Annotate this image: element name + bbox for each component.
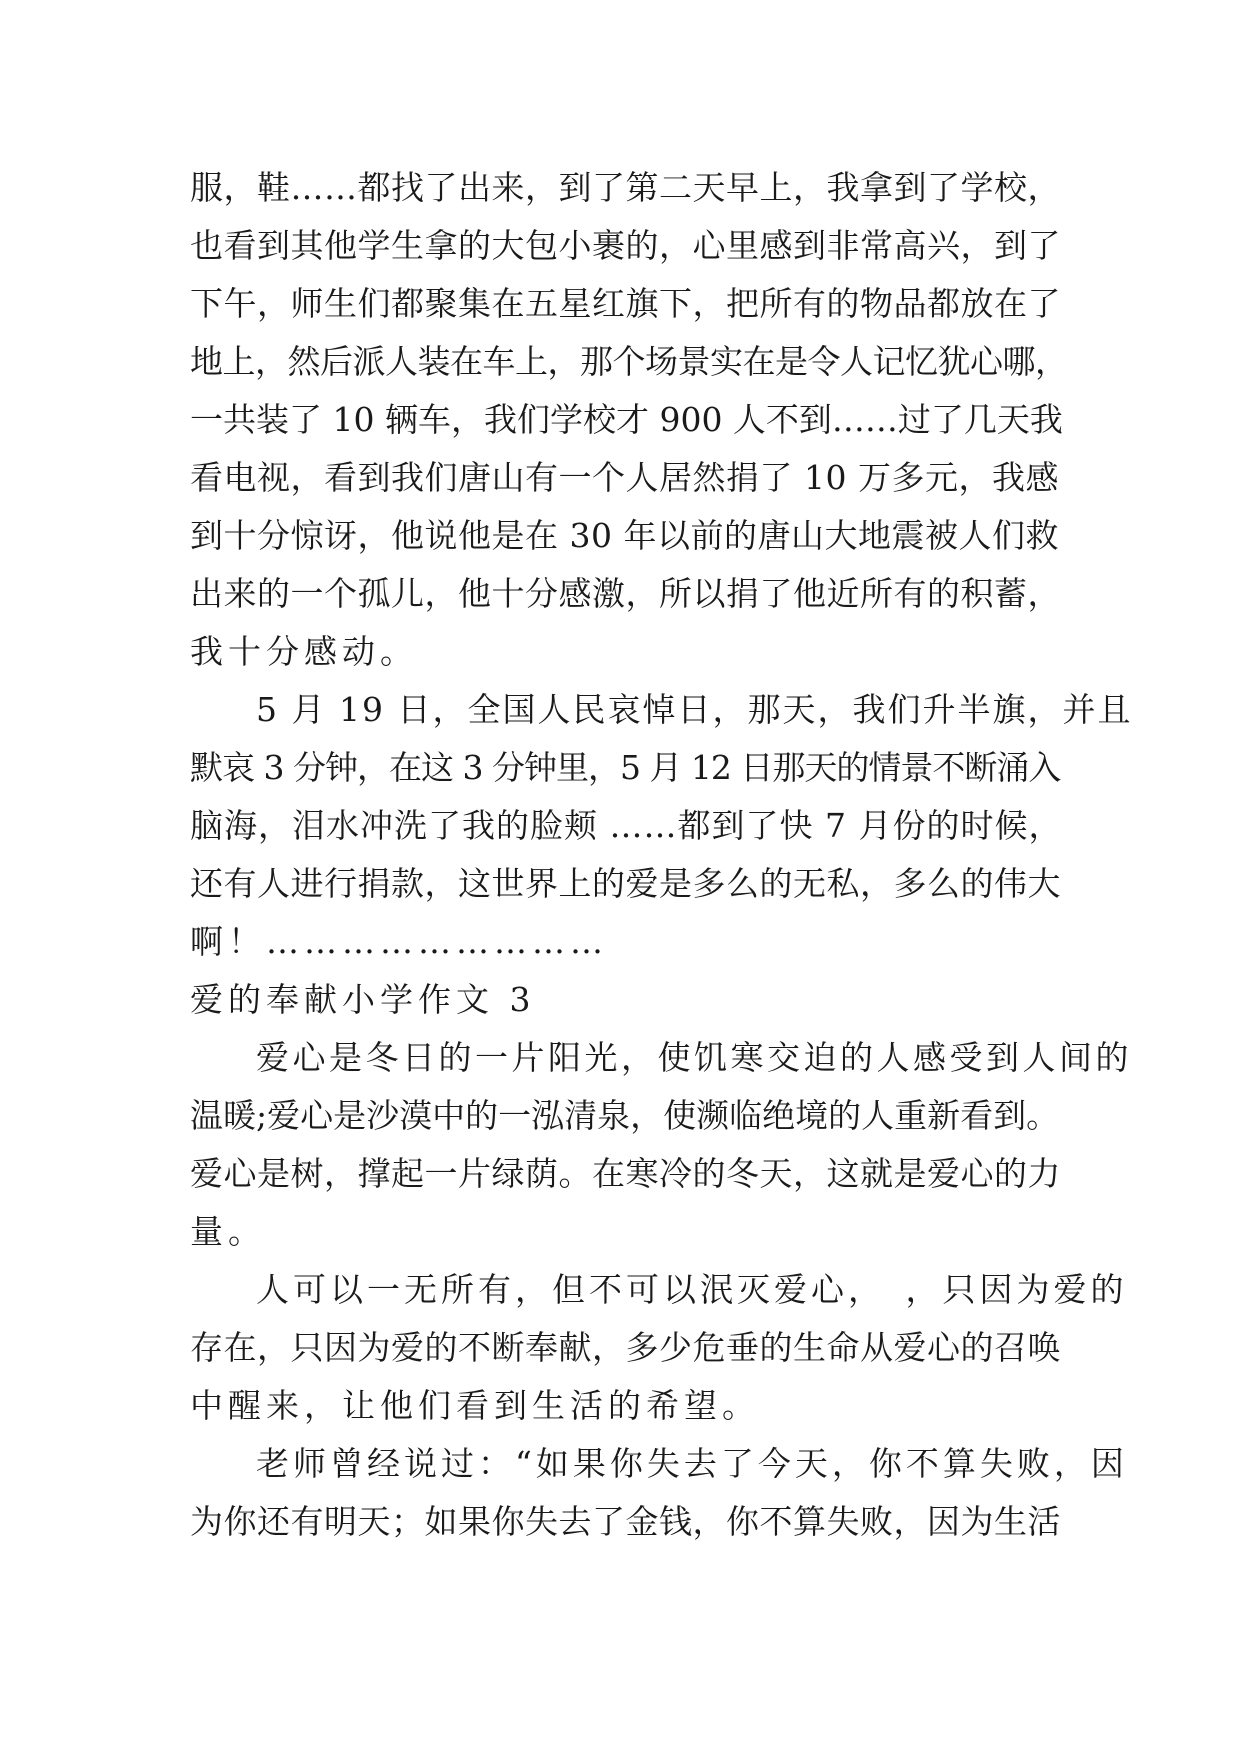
paragraph-first-line: 5 月 19 日，全国人民哀悼日，那天，我们升半旗，并且 (256, 690, 1133, 729)
text-line: 默哀 3 分钟，在这 3 分钟里，5 月 12 日那天的情景不断涌入 (190, 748, 1061, 787)
text-line: 地上，然后派人装在车上，那个场景实在是令人记忆犹心哪， (190, 342, 1068, 381)
text-line: 服，鞋……都找了出来，到了第二天早上，我拿到了学校， (190, 168, 1061, 207)
text-line: 也看到其他学生拿的大包小裹的，心里感到非常高兴，到了 (190, 226, 1061, 265)
text-line: 温暖;爱心是沙漠中的一泓清泉，使濒临绝境的人重新看到。 (190, 1096, 1060, 1135)
text-line: 爱心是树，撑起一片绿荫。在寒冷的冬天，这就是爱心的力 (190, 1154, 1061, 1193)
text-line: 出来的一个孤儿，他十分感激，所以捐了他近所有的积蓄， (190, 574, 1061, 613)
text-line: 一共装了 10 辆车，我们学校才 900 人不到……过了几天我 (190, 400, 1063, 439)
text-line: 脑海，泪水冲洗了我的脸颊 ……都到了快 7 月份的时候， (190, 806, 1063, 845)
text-line: 我十分感动。 (190, 632, 418, 671)
text-line: 啊！……………………… (190, 922, 608, 961)
paragraph-first-line: 爱心是冬日的一片阳光，使饥寒交迫的人感受到人间的 (256, 1038, 1132, 1077)
section-heading: 爱的奉献小学作文 3 (190, 980, 536, 1019)
text-line: 还有人进行捐款，这世界上的爱是多么的无私，多么的伟大 (190, 864, 1061, 903)
text-line: 到十分惊讶，他说他是在 30 年以前的唐山大地震被人们救 (190, 516, 1059, 555)
text-line: 下午，师生们都聚集在五星红旗下，把所有的物品都放在了 (190, 284, 1061, 323)
text-line: 看电视，看到我们唐山有一个人居然捐了 10 万多元，我感 (190, 458, 1059, 497)
text-line: 为你还有明天；如果你失去了金钱，你不算失败，因为生活 (190, 1502, 1061, 1541)
text-line: 量。 (190, 1212, 266, 1251)
paragraph-first-line: 人可以一无所有，但不可以泯灭爱心， ，只因为爱的 (256, 1270, 1128, 1309)
text-line: 中醒来，让他们看到生活的希望。 (190, 1386, 760, 1425)
text-line: 存在，只因为爱的不断奉献，多少危垂的生命从爱心的召唤 (190, 1328, 1061, 1367)
paragraph-first-line: 老师曾经说过：“如果你失去了今天，你不算失败，因 (256, 1444, 1128, 1483)
